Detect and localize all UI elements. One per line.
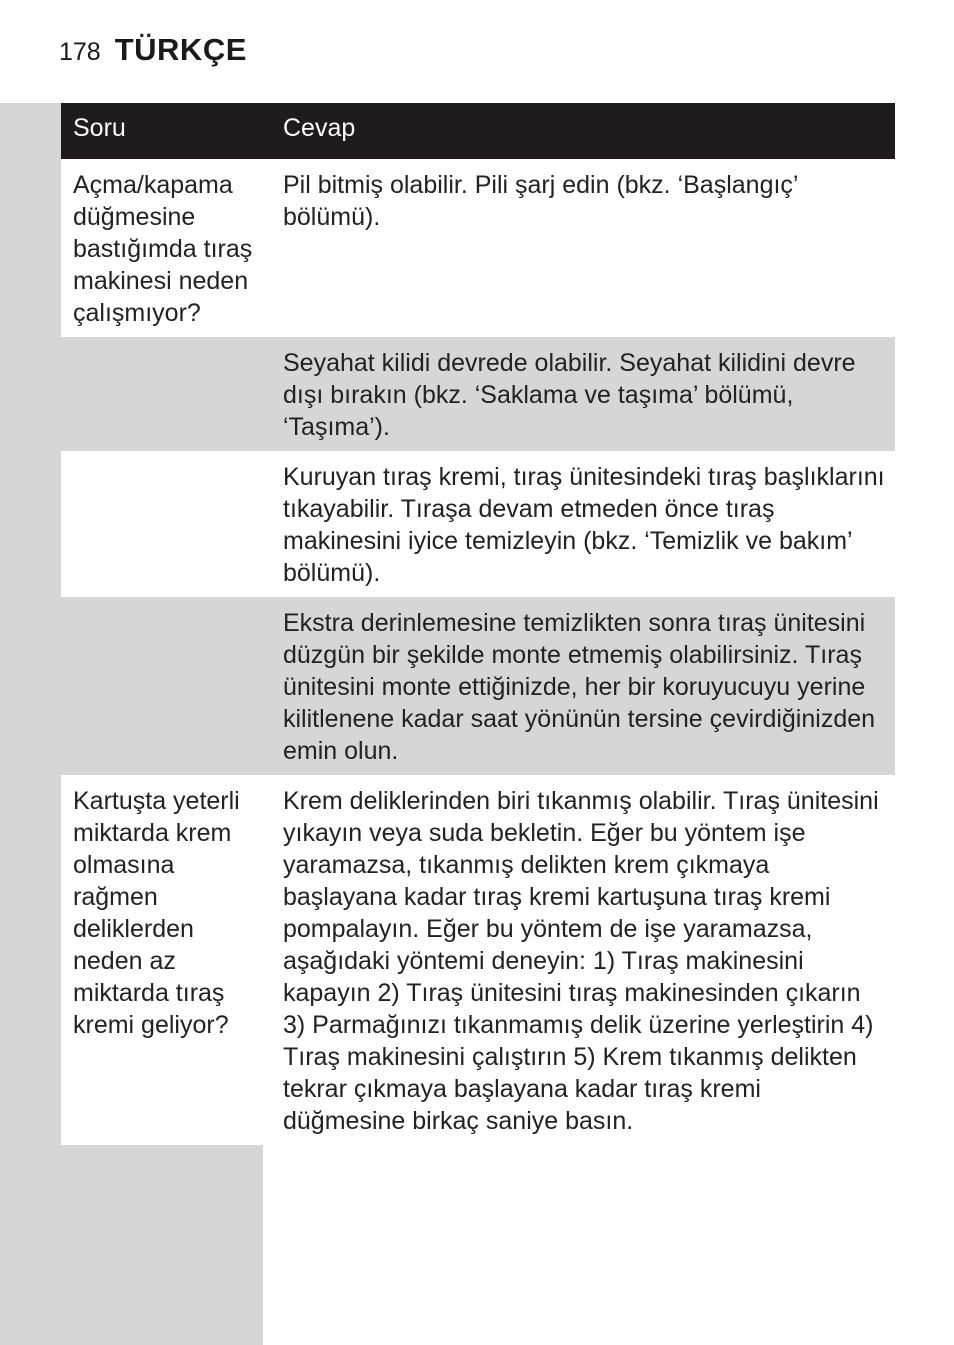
section-title: TÜRKÇE <box>114 32 247 67</box>
answer-cell: Ekstra derinlemesine temizlikten sonra tıraş ünitesini düzgün bir şekilde monte etmemiş olabilirsiniz. Tıraş ünitesini monte ettiğinizde, her bir koruyucuyu yerine kilitlenene kadar saat yönünün tersine çevirdiğinizden emin olun. <box>283 609 876 765</box>
page-header <box>59 32 247 76</box>
table-row <box>61 775 895 1145</box>
column-header-question: Soru <box>73 114 126 142</box>
page-number: 178 <box>59 38 101 66</box>
faq-table <box>61 103 895 1145</box>
table-row <box>61 451 895 597</box>
question-cell <box>61 337 263 451</box>
column-header-answer: Cevap <box>283 114 356 142</box>
table-row <box>61 597 895 775</box>
table-header-row <box>61 103 895 159</box>
question-cell: Kartuşta yeterli miktarda krem olmasına rağmen deliklerden neden az miktarda tıraş kremi geliyor? <box>61 775 263 1145</box>
answer-cell: Kuruyan tıraş kremi, tıraş ünitesindeki tıraş başlıklarını tıkayabilir. Tıraşa devam etmeden önce tıraş makinesini iyice temizleyin (bkz. ‘Temizlik ve bakım’ bölümü). <box>283 463 885 587</box>
table-row <box>61 337 895 451</box>
question-cell <box>61 451 263 597</box>
table-row <box>61 159 895 337</box>
answer-cell: Seyahat kilidi devrede olabilir. Seyahat kilidini devre dışı bırakın (bkz. ‘Saklama ve taşıma’ bölümü, ‘Taşıma’). <box>283 349 856 441</box>
answer-cell: Pil bitmiş olabilir. Pili şarj edin (bkz. ‘Başlangıç’ bölümü). <box>283 171 798 231</box>
answer-cell: Krem deliklerinden biri tıkanmış olabilir. Tıraş ünitesini yıkayın veya suda bekletin. Eğer bu yöntem işe yaramazsa, tıkanmış delikten krem çıkmaya başlayana kadar tıraş kremi kartuşuna tıraş kremi pompalayın. Eğer bu yöntem de işe yaramazsa, aşağıdaki yöntemi deneyin: 1) Tıraş makinesini kapayın 2) Tıraş ünitesini tıraş makinesinden çıkarın 3) Parmağınızı tıkanmamış delik üzerine yerleştirin 4) Tıraş makinesini çalıştırın 5) Krem tıkanmış delikten tekrar çıkmaya başlayana kadar tıraş kremi düğmesine birkaç saniye basın. <box>283 787 879 1135</box>
question-cell <box>61 597 263 775</box>
question-cell: Açma/kapama düğmesine bastığımda tıraş makinesi neden çalışmıyor? <box>73 171 253 327</box>
